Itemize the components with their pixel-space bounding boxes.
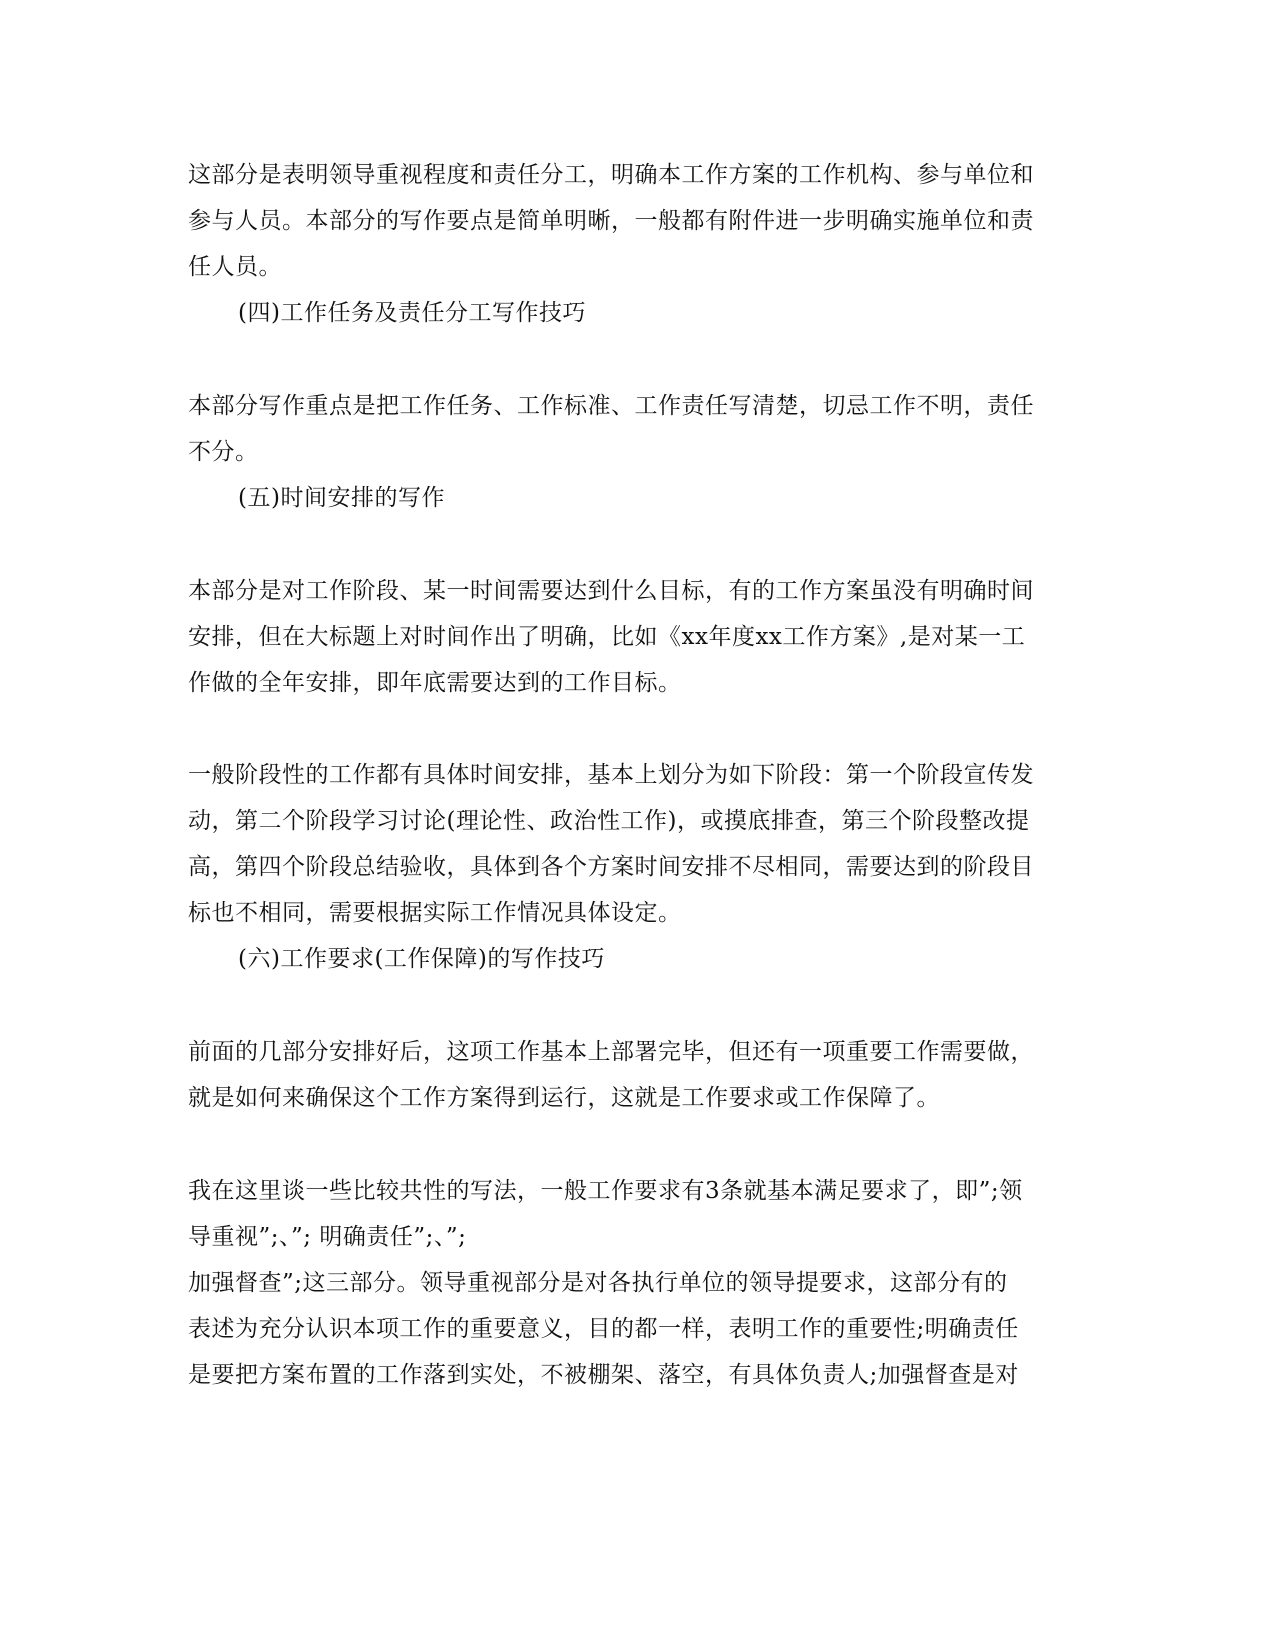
section-heading: (五)时间安排的写作 [238,485,445,511]
body-text-line: 导重视”;、”; 明确责任”;、”; [188,1224,467,1250]
body-text-line: 表述为充分认识本项工作的重要意义，目的都一样，表明工作的重要性;明确责任 [188,1316,1019,1342]
body-text-line: 参与人员。本部分的写作要点是简单明晰，一般都有附件进一步明确实施单位和责 [188,208,1034,234]
body-text-line: 安排，但在大标题上对时间作出了明确，比如《xx年度xx工作方案》,是对某一工 [188,624,1026,650]
body-text-line: 这部分是表明领导重视程度和责任分工，明确本工作方案的工作机构、参与单位和 [188,162,1034,188]
body-text-line: 本部分是对工作阶段、某一时间需要达到什么目标，有的工作方案虽没有明确时间 [188,578,1034,604]
body-text-line: 是要把方案布置的工作落到实处，不被棚架、落空，有具体负责人;加强督查是对 [188,1362,1019,1388]
body-text-line: 我在这里谈一些比较共性的写法，一般工作要求有3条就基本满足要求了，即”;领 [188,1178,1023,1204]
body-text-line: 不分。 [188,439,259,465]
body-text-line: 动，第二个阶段学习讨论(理论性、政治性工作)，或摸底排查，第三个阶段整改提 [188,808,1030,834]
body-text-line: 一般阶段性的工作都有具体时间安排，基本上划分为如下阶段：第一个阶段宣传发 [188,762,1034,788]
body-text-line: 前面的几部分安排好后，这项工作基本上部署完毕，但还有一项重要工作需要做， [188,1039,1034,1065]
body-text-line: 就是如何来确保这个工作方案得到运行，这就是工作要求或工作保障了。 [188,1085,940,1111]
section-heading: (六)工作要求(工作保障)的写作技巧 [238,946,605,972]
body-text-line: 高，第四个阶段总结验收，具体到各个方案时间安排不尽相同，需要达到的阶段目 [188,854,1034,880]
body-text-line: 标也不相同，需要根据实际工作情况具体设定。 [188,900,682,926]
body-text-line: 作做的全年安排，即年底需要达到的工作目标。 [188,670,682,696]
body-text-line: 任人员。 [188,254,282,280]
body-text-line: 本部分写作重点是把工作任务、工作标准、工作责任写清楚，切忌工作不明，责任 [188,393,1034,419]
body-text-line: 加强督查”;这三部分。领导重视部分是对各执行单位的领导提要求，这部分有的 [188,1270,1008,1296]
section-heading: (四)工作任务及责任分工写作技巧 [238,300,586,326]
